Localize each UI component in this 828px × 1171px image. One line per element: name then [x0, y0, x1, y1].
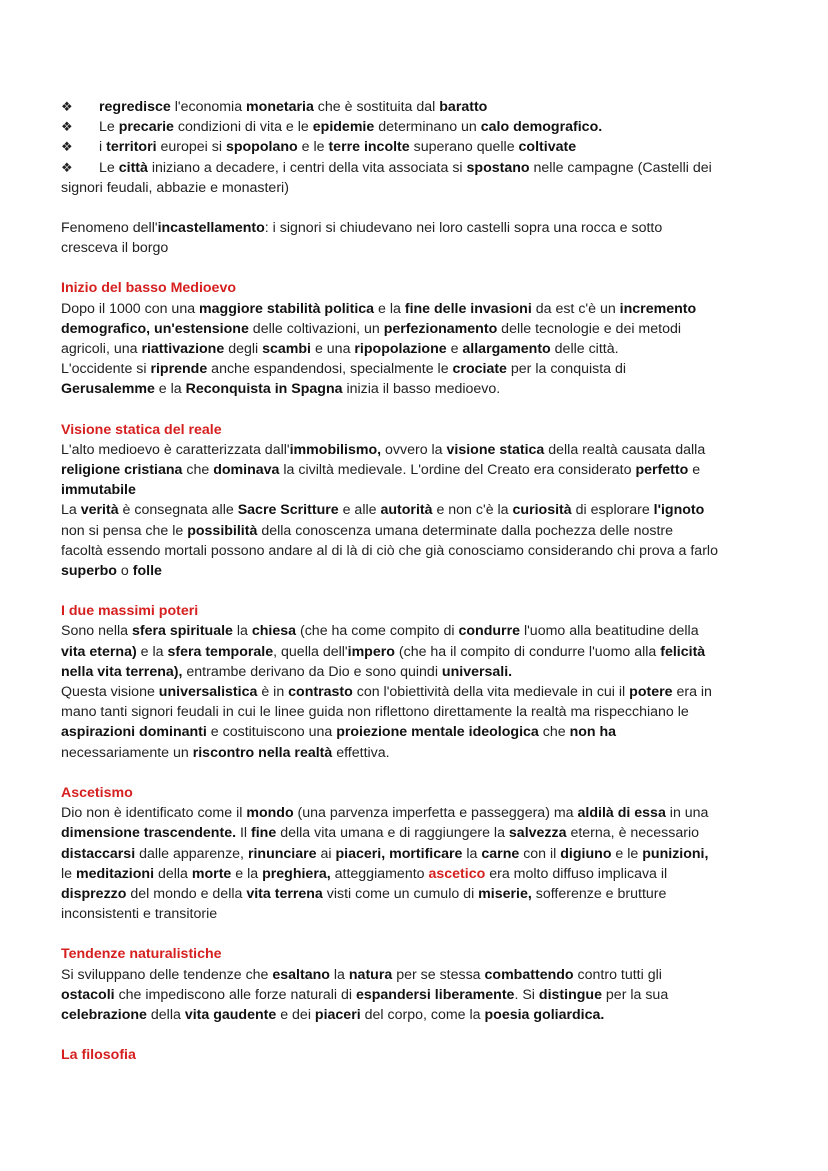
text: iniziano a decadere, i centri della vita associata si: [147, 159, 467, 176]
text-line: [61, 339, 773, 359]
text: Si sviluppano delle tendenze che: [61, 966, 273, 983]
section-heading: La filosofia: [61, 1047, 136, 1064]
text: . Si: [514, 986, 539, 1003]
text: europei si: [156, 139, 226, 156]
text: Dio non è identificato come il: [61, 805, 247, 822]
text-bold: allargamento: [462, 341, 551, 358]
text-bold: visione statica: [446, 441, 545, 458]
text-bold: impero: [347, 643, 395, 660]
section-visione-statica: [61, 420, 773, 582]
text-bold: piaceri: [314, 1006, 361, 1023]
text-bold: Gerusalemme: [61, 381, 155, 398]
text-bold: l'ignoto: [653, 502, 705, 519]
text-bold: dimensione trascendente.: [61, 825, 237, 842]
text: e le: [297, 139, 329, 156]
text: da est c'è un: [531, 300, 620, 317]
text: L'alto medioevo è caratterizzata dall': [61, 441, 290, 458]
text-bold: aspirazioni dominanti: [61, 724, 207, 741]
diamond-bullet-icon: ❖: [61, 99, 73, 114]
text-line: [61, 722, 773, 742]
text-bold: ripopolazione: [354, 341, 447, 358]
text-bold: disprezzo: [61, 885, 127, 902]
text: o: [116, 563, 133, 580]
text-bold: terre incolte: [328, 139, 410, 156]
text-line: cresceva il borgo: [61, 240, 169, 257]
text: e la: [136, 643, 168, 660]
list-item: [61, 137, 773, 157]
text: del corpo, come la: [360, 1006, 485, 1023]
text-line: [61, 621, 773, 641]
text-line: facoltà essendo mortali possono andare al di là di ciò che già conosciamo considerando chi prova a farlo: [61, 542, 718, 559]
text: signori feudali, abbazie e monasteri): [61, 179, 289, 196]
text-bold: coltivate: [518, 139, 577, 156]
text-line: [61, 985, 773, 1005]
text: delle città.: [550, 341, 619, 358]
text-bold: baratto: [439, 99, 488, 115]
text: (una parvenza imperfetta e passeggera) ma: [293, 805, 578, 822]
text: Le: [99, 159, 119, 176]
text-bold: vita eterna): [61, 643, 137, 660]
text-bold: demografico, un'estensione: [61, 320, 249, 337]
text: che è sostituita dal: [313, 99, 440, 115]
diamond-bullet-icon: ❖: [61, 139, 73, 155]
text-line: [61, 480, 773, 500]
text-bold: sfera temporale: [167, 643, 274, 660]
text: e una: [311, 341, 355, 358]
text: che impediscono alle forze naturali di: [114, 986, 356, 1003]
text-bold: meditazioni: [75, 865, 155, 882]
text: Sono nella: [61, 623, 132, 640]
text-line: [61, 823, 773, 843]
text-line: [61, 359, 773, 379]
text: che: [538, 724, 570, 741]
text: per la sua: [601, 986, 669, 1003]
text-bold: carne: [481, 845, 520, 862]
text: visti come un cumulo di: [322, 885, 479, 902]
text-bold: sfera spirituale: [132, 623, 233, 640]
text-line: [61, 1005, 773, 1025]
text-bold: territori: [106, 139, 157, 156]
section-filosofia: [61, 1045, 773, 1065]
list-item: [61, 117, 773, 137]
text: ai: [316, 845, 336, 862]
text-bold: fine: [251, 825, 277, 842]
text-bold: salvezza: [508, 825, 567, 842]
text: era in: [672, 684, 712, 701]
text-line: [61, 965, 773, 985]
text-line: [61, 642, 773, 662]
text-bold: universalistica: [158, 684, 258, 701]
text-line: inconsistenti e transitorie: [61, 906, 218, 923]
text-bold: nella vita terrena),: [61, 663, 183, 680]
text: della: [154, 865, 192, 882]
text: è consegnata alle: [118, 502, 238, 519]
document-page: [61, 97, 773, 1065]
text-bold: digiuno: [560, 845, 612, 862]
text-bold: Sacre Scritture: [237, 502, 339, 519]
text-bold: monetaria: [246, 99, 314, 115]
text: e: [688, 462, 701, 479]
text-bold: potere: [629, 684, 673, 701]
text-bold: proiezione mentale ideologica: [336, 724, 539, 741]
text: La: [61, 502, 81, 519]
text: le: [61, 865, 76, 882]
text: l'economia: [170, 99, 247, 115]
text: sofferenze e brutture: [531, 885, 667, 902]
text-bold: calo demografico.: [480, 119, 603, 136]
text-bold: immobilismo,: [289, 441, 382, 458]
text: eterna, è necessario: [566, 825, 700, 842]
text: Le: [99, 119, 119, 136]
text: l'uomo alla beatitudine della: [520, 623, 699, 640]
text: necessariamente un: [61, 744, 193, 761]
text: dalle apparenze,: [135, 845, 248, 862]
text-line: [61, 682, 773, 702]
text-bold: vita gaudente: [184, 1006, 277, 1023]
text-bold: epidemie: [312, 119, 375, 136]
text-bold: precarie: [118, 119, 174, 136]
text: con l'obiettività della vita medievale in cui il: [352, 684, 630, 701]
text: è in: [257, 684, 289, 701]
text: e la: [154, 381, 186, 398]
text-bold: poesia goliardica.: [484, 1006, 605, 1023]
text-bold: chiesa: [251, 623, 297, 640]
section-heading: Tendenze naturalistiche: [61, 946, 222, 963]
text: di esplorare: [571, 502, 654, 519]
text-bold: condurre: [458, 623, 520, 640]
section-tendenze-naturalistiche: [61, 944, 773, 1025]
text-bold: possibilità: [187, 522, 258, 539]
text-line: [61, 803, 773, 823]
text: con il: [519, 845, 561, 862]
section-due-poteri: [61, 601, 773, 763]
text: contro tutti gli: [573, 966, 662, 983]
text-bold: ostacoli: [61, 986, 115, 1003]
text-bold: piaceri, mortificare: [335, 845, 463, 862]
text-line: [61, 884, 773, 904]
text: e: [446, 341, 463, 358]
text-bold: celebrazione: [61, 1006, 147, 1023]
text-bold: autorità: [380, 502, 433, 519]
text-line: [61, 299, 773, 319]
text: della realtà causata dalla: [544, 441, 706, 458]
text-line: [61, 460, 773, 480]
section-ascetismo: [61, 783, 773, 924]
text-bold: miserie,: [478, 885, 532, 902]
text: i: [99, 139, 107, 156]
text-bold: distingue: [538, 986, 602, 1003]
text-bold: perfetto: [635, 462, 689, 479]
text: e dei: [276, 1006, 315, 1023]
text: Dopo il 1000 con una: [61, 300, 200, 317]
incastellamento-paragraph: [61, 218, 773, 258]
text: effettiva.: [332, 744, 390, 761]
text: e la: [374, 300, 405, 317]
text-bold: spostano: [466, 159, 530, 176]
text-line: [61, 218, 773, 238]
text-bold: riprende: [150, 361, 208, 378]
section-heading: I due massimi poteri: [61, 603, 199, 620]
text-line: mano tanti signori feudali in cui le linee guida non riflettono direttamente la realtà ma rispecchiano le: [61, 704, 689, 721]
text-bold: incastellamento: [157, 220, 265, 237]
text-bold: natura: [348, 966, 393, 983]
section-basso-medioevo: [61, 278, 773, 399]
text: la: [329, 966, 349, 983]
text: Il: [236, 825, 252, 842]
text-bold: folle: [132, 563, 162, 580]
text: Questa visione: [61, 684, 159, 701]
text: e le: [611, 845, 643, 862]
text-bold: superbo: [61, 563, 117, 580]
diamond-bullet-icon: ❖: [61, 119, 73, 135]
text-bold: scambi: [262, 341, 312, 358]
text-line: [61, 561, 773, 581]
text: (che ha il compito di condurre l'uomo alla: [394, 643, 661, 660]
text-bold: combattendo: [484, 966, 574, 983]
text-bold: contrasto: [288, 684, 353, 701]
text-bold: città: [118, 159, 148, 176]
text-line: [61, 379, 773, 399]
text-line: [61, 844, 773, 864]
text: per la conquista di: [506, 361, 627, 378]
text-bold: esaltano: [272, 966, 330, 983]
text-bold: morte: [191, 865, 232, 882]
text-bold: spopolano: [225, 139, 298, 156]
text: la civiltà medievale. L'ordine del Creato era considerato: [279, 462, 636, 479]
text: delle coltivazioni, un: [248, 320, 384, 337]
bullet-list: [61, 97, 773, 198]
text: e non c'è la: [432, 502, 513, 519]
text: superano quelle: [409, 139, 519, 156]
text: la: [462, 845, 482, 862]
text-bold: religione cristiana: [61, 462, 183, 479]
text: delle tecnologie e dei metodi: [497, 320, 682, 337]
diamond-bullet-icon: ❖: [61, 159, 73, 175]
text: (che ha come compito di: [296, 623, 459, 640]
text: e la: [231, 865, 263, 882]
text-line: [61, 521, 773, 541]
text-bold: riscontro nella realtà: [192, 744, 333, 761]
text-bold: distaccarsi: [61, 845, 136, 862]
text: condizioni di vita e le: [173, 119, 313, 136]
text-bold-red: ascetico: [428, 865, 486, 882]
text: in una: [665, 805, 709, 822]
text-bold: universali.: [441, 663, 513, 680]
text: della: [146, 1006, 185, 1023]
list-item: [61, 97, 773, 117]
text-bold: maggiore stabilità politica: [199, 300, 375, 317]
text: del mondo e della: [126, 885, 247, 902]
text-bold: curiosità: [512, 502, 572, 519]
text: atteggiamento: [330, 865, 429, 882]
section-heading: Visione statica del reale: [61, 421, 222, 438]
text-bold: aldilà di essa: [577, 805, 666, 822]
text: non si pensa che le: [61, 522, 188, 539]
text-bold: non ha: [569, 724, 617, 741]
text: L'occidente si: [61, 361, 151, 378]
text-line: [61, 500, 773, 520]
text: Fenomeno dell': [61, 220, 158, 237]
text-bold: dominava: [213, 462, 280, 479]
text: la: [232, 623, 252, 640]
text-bold: rinunciare: [247, 845, 317, 862]
text-bold: incremento: [619, 300, 697, 317]
text-bold: Reconquista in Spagna: [185, 381, 343, 398]
text: : i signori si chiudevano nei loro castelli sopra una rocca e sotto: [264, 220, 663, 237]
text: nelle campagne (Castelli dei: [529, 159, 712, 176]
text-line: [61, 662, 773, 682]
text: e costituiscono una: [206, 724, 337, 741]
text-line: [61, 864, 773, 884]
text-bold: espandersi liberamente: [355, 986, 515, 1003]
text-bold: fine delle invasioni: [404, 300, 532, 317]
section-heading: Inizio del basso Medioevo: [61, 280, 237, 297]
text: era molto diffuso implicava il: [485, 865, 668, 882]
text-bold: riattivazione: [141, 341, 225, 358]
text: per se stessa: [392, 966, 485, 983]
text-line: [61, 743, 773, 763]
text-line: [61, 440, 773, 460]
section-heading: Ascetismo: [61, 784, 133, 801]
text-bold: perfezionamento: [383, 320, 498, 337]
text-bold: immutabile: [61, 482, 136, 499]
text-bold: mondo: [246, 805, 294, 822]
text-bold: vita terrena: [246, 885, 323, 902]
text: anche espandendosi, specialmente le: [207, 361, 453, 378]
list-item: [61, 158, 773, 198]
text: ovvero la: [381, 441, 447, 458]
text: determinano un: [374, 119, 481, 136]
text: agricoli, una: [61, 341, 142, 358]
text: inizia il basso medioevo.: [342, 381, 501, 398]
text: della vita umana e di raggiungere la: [276, 825, 509, 842]
text-bold: preghiera,: [262, 865, 331, 882]
text-line: [61, 319, 773, 339]
text: entrambe derivano da Dio e sono quindi: [182, 663, 442, 680]
text-bold: punizioni,: [642, 845, 709, 862]
text-bold: felicità: [660, 643, 706, 660]
text-bold: crociate: [452, 361, 507, 378]
text: e alle: [338, 502, 381, 519]
text: , quella dell': [273, 643, 348, 660]
text-bold: verità: [80, 502, 119, 519]
text: che: [182, 462, 214, 479]
text: degli: [224, 341, 263, 358]
text: della conoscenza umana determinate dalla pochezza delle nostre: [257, 522, 674, 539]
text-bold: regredisce: [99, 99, 171, 115]
